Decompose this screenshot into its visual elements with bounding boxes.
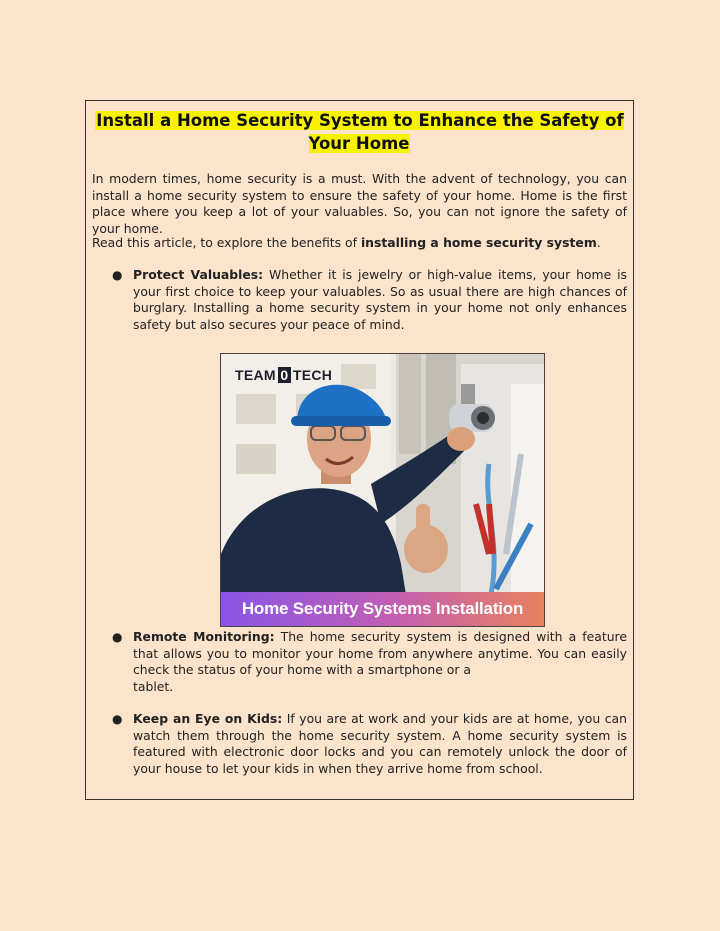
article-title-text: Install a Home Security System to Enhance the Safety of Your Home (96, 111, 624, 153)
brand-right: TECH (292, 367, 333, 383)
bullet-label: Keep an Eye on Kids: (133, 711, 283, 726)
bullet-text (133, 711, 627, 777)
bullet-body: Whether it is jewelry or high-value items, your home is your first choice to keep your valuables. So as usual there are high chances of burglary. Installing a home security system in your home not only enhances safety but also secures your peace of mind. (133, 267, 627, 332)
technician-illustration (221, 354, 544, 626)
bullet-item-keep-eye-on-kids (112, 711, 627, 777)
article-title (86, 109, 633, 155)
bullet-text (133, 267, 627, 333)
bullet-icon: ● (112, 712, 123, 726)
brand-left: TEAM (235, 367, 276, 383)
article-image (220, 353, 545, 627)
bullet-body: The home security system is designed with a feature that allows you to monitor your home from anywhere anytime. You can easily check the status of your home with a smartphone or a (133, 629, 627, 678)
read-suffix: . (596, 235, 601, 250)
bullet-text (133, 629, 627, 695)
brand-mark: 0 (278, 367, 291, 383)
bullet-item-remote-monitoring (112, 629, 627, 695)
bullet-icon: ● (112, 630, 123, 644)
bullet-body: If you are at work and your kids are at home, you can watch them through the home security system. A home security system is featured with electronic door locks and you can remotely unlock the door of your house to let your kids in when they arrive home from school. (133, 711, 627, 776)
bullet-icon: ● (112, 268, 123, 282)
bullet-label: Protect Valuables: (133, 267, 264, 282)
bullet-body-end: tablet. (133, 678, 174, 694)
read-prefix: Read this article, to explore the benefits of (92, 235, 361, 250)
document-page (85, 100, 634, 800)
bullet-item-protect-valuables (112, 267, 627, 333)
read-link-text: installing a home security system (360, 235, 597, 250)
brand-logo (235, 367, 332, 383)
bullet-label: Remote Monitoring: (133, 629, 275, 644)
image-caption: Home Security Systems Installation (221, 592, 544, 626)
read-paragraph (92, 235, 627, 252)
intro-paragraph: In modern times, home security is a must. With the advent of technology, you can install a home security system to ensure the safety of your home. Home is the first place where you keep a lot of your valuables. So, you can not ignore the safety of your home. (92, 171, 627, 236)
